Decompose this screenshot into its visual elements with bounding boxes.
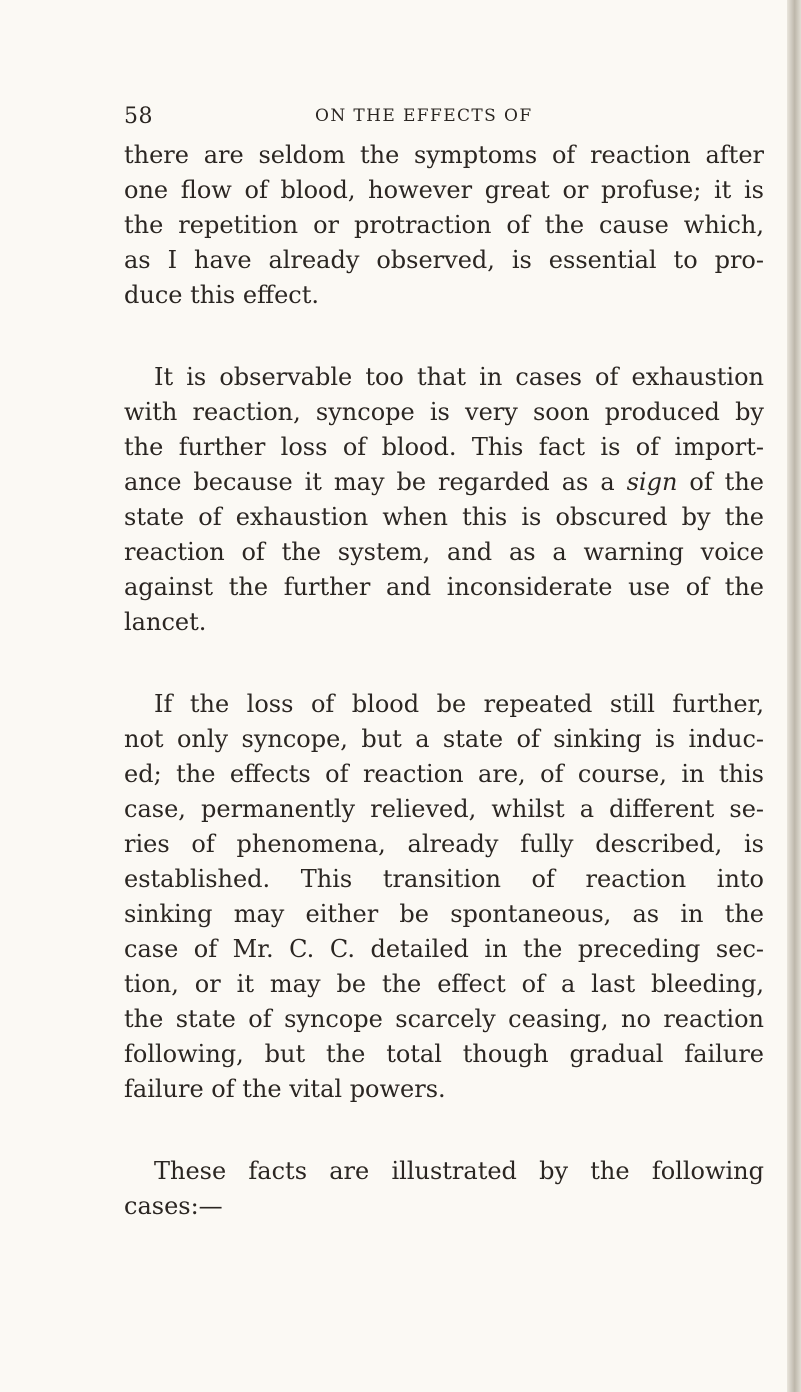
text-line: reaction of the system, and as a warning voice — [124, 538, 764, 566]
text-line: ance because it may be regarded as a sign of the — [124, 468, 764, 496]
page-edge-shadow — [787, 0, 801, 1392]
text-line: failure of the vital powers. — [124, 1075, 446, 1103]
text-line: state of exhaustion when this is obscured by the — [124, 503, 764, 531]
text-line: not only syncope, but a state of sinking is induc- — [124, 725, 764, 753]
text-line: It is observable too that in cases of exhaustion — [154, 363, 764, 391]
text-line: following, but the total though gradual failure — [124, 1040, 764, 1068]
text-line: case, permanently relieved, whilst a different se- — [124, 795, 764, 823]
text-line: the further loss of blood. This fact is of import- — [124, 433, 764, 461]
text-line: ed; the effects of reaction are, of course, in this — [124, 760, 764, 788]
text-line: as I have already observed, is essential to pro- — [124, 246, 764, 274]
running-title: ON THE EFFECTS OF — [315, 106, 533, 126]
text-line: there are seldom the symptoms of reaction after — [124, 141, 764, 169]
text-line: cases:— — [124, 1192, 223, 1220]
text-line: established. This transition of reaction into — [124, 865, 764, 893]
text-line: with reaction, syncope is very soon produced by — [124, 398, 764, 426]
text-line: These facts are illustrated by the following — [154, 1157, 764, 1185]
text-line: one flow of blood, however great or profuse; it is — [124, 176, 764, 204]
paragraph — [124, 1154, 764, 1224]
text-line: the repetition or protraction of the cause which, — [124, 211, 764, 239]
text-line: case of Mr. C. C. detailed in the preceding sec- — [124, 935, 764, 963]
text-line: If the loss of blood be repeated still further, — [154, 690, 764, 718]
text-line: sinking may either be spontaneous, as in the — [124, 900, 764, 928]
paragraph — [124, 360, 764, 640]
text-line: lancet. — [124, 608, 207, 636]
text-line: ries of phenomena, already fully described, is — [124, 830, 764, 858]
body-text — [124, 138, 764, 1224]
text-line: tion, or it may be the effect of a last bleeding, — [124, 970, 764, 998]
paragraph — [124, 138, 764, 313]
text-line: against the further and inconsiderate use of the — [124, 573, 764, 601]
page-number: 58 — [124, 104, 153, 129]
page-header — [0, 98, 801, 134]
paragraph — [124, 687, 764, 1107]
text-line: duce this effect. — [124, 281, 319, 309]
text-line: the state of syncope scarcely ceasing, no reaction — [124, 1005, 764, 1033]
emphasis-sign: sign — [626, 468, 678, 496]
